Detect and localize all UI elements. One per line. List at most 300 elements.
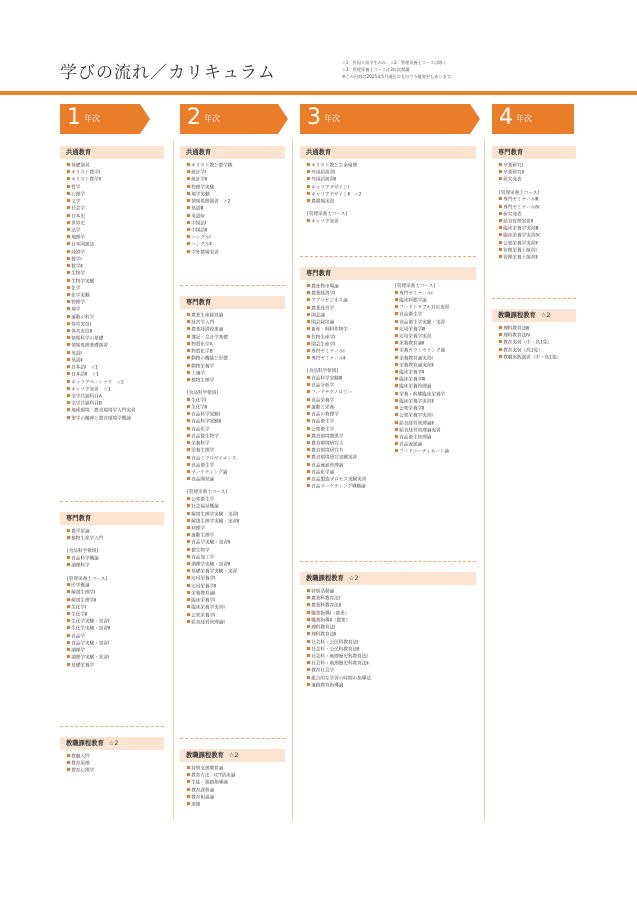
bullet-square-icon: [187, 795, 190, 798]
course-item: [67, 365, 164, 372]
course-item: [499, 212, 576, 219]
course-item: [307, 313, 390, 320]
section-title: 共通教育: [180, 146, 285, 159]
course-name: 食品科学実験Ⅲ: [311, 376, 342, 382]
course-name: 体育実技Ⅰ: [71, 322, 91, 328]
course-name: 農学原論: [71, 529, 90, 535]
course-item: [307, 603, 476, 610]
course-item: [187, 405, 285, 412]
course-item: [187, 620, 285, 627]
course-name: 基礎栄養学実験・実習: [191, 569, 238, 575]
bullet-square-icon: [307, 320, 310, 323]
course-item: [499, 170, 576, 177]
course-name: 教育実習（高1免）: [503, 348, 543, 354]
course-item: [187, 185, 285, 192]
dashed-divider: [60, 726, 164, 727]
course-item: [307, 589, 476, 596]
section-title: 専門教育: [60, 512, 164, 525]
course-item: [187, 448, 285, 455]
course-item: [187, 327, 285, 334]
course-item: [307, 376, 390, 383]
course-item: [67, 655, 164, 662]
course-name: 全学共通科目A: [71, 394, 102, 400]
bullet-square-icon: [307, 185, 310, 188]
course-item: [67, 612, 164, 619]
course-item: [499, 333, 576, 340]
bullet-square-icon: [187, 497, 190, 500]
course-item: [67, 583, 164, 590]
course-item: [187, 766, 285, 773]
course-list: [60, 583, 164, 670]
bullet-square-icon: [395, 312, 398, 315]
course-item: [67, 372, 164, 379]
bullet-square-icon: [67, 242, 70, 245]
course-name: 統計学Ⅱ: [191, 178, 208, 184]
bullet-square-icon: [67, 536, 70, 539]
course-name: 日本国憲法: [71, 243, 95, 248]
bullet-square-icon: [187, 192, 190, 195]
course-item: [187, 591, 285, 598]
course-name: キリスト教学Ⅱ: [71, 178, 101, 184]
course-item: [187, 192, 285, 199]
course-name: 情報処理基礎演習: [71, 344, 108, 350]
bullet-square-icon: [307, 335, 310, 338]
course-name: 地球環境・農食環境学入門実習: [71, 409, 136, 415]
course-name: 食品衛生学: [399, 312, 423, 318]
course-item: [187, 412, 285, 419]
bullet-square-icon: [67, 408, 70, 411]
dashed-divider: [300, 256, 476, 257]
bullet-square-icon: [67, 185, 70, 188]
bullet-square-icon: [187, 170, 190, 173]
course-name: キャリアベーシック ☆2: [71, 380, 124, 386]
teaching-course-section: [492, 298, 576, 362]
bullet-square-icon: [67, 416, 70, 419]
bullet-square-icon: [187, 504, 190, 507]
course-name: 研究発表: [503, 212, 522, 218]
course-name: キャリアデザインⅠ: [311, 185, 349, 191]
course-item: [187, 470, 285, 477]
course-name: 運動と栄養: [311, 405, 335, 411]
course-item: [187, 427, 285, 434]
section-title: 専門教育: [492, 146, 576, 159]
bullet-square-icon: [499, 355, 502, 358]
course-name: 生化学実験・実習Ⅱ: [71, 627, 111, 633]
dashed-divider: [60, 501, 164, 502]
bullet-square-icon: [307, 654, 310, 657]
course-item: [307, 342, 390, 349]
course-item: [67, 257, 164, 264]
course-name: 物理学: [71, 300, 85, 306]
course-name: 統計学Ⅰ: [191, 170, 207, 176]
course-list: [492, 326, 576, 362]
course-name: 畜産・飼料作物学: [311, 327, 348, 333]
bullet-square-icon: [67, 221, 70, 224]
bullet-square-icon: [187, 470, 190, 473]
course-name: 臨床栄養学実習Ⅲ: [503, 226, 539, 232]
course-name: 食品分析学: [311, 383, 335, 389]
course-item: [187, 548, 285, 555]
bullet-square-icon: [187, 214, 190, 217]
course-name: 食品衛生学: [191, 463, 215, 469]
course-name: 体育実技Ⅱ: [71, 329, 92, 335]
course-item: [307, 455, 390, 462]
course-name: 理科教育法Ⅰ: [311, 625, 336, 631]
course-name: 生化学Ⅱ: [191, 405, 208, 411]
course-item: [307, 683, 476, 690]
section-title: [492, 309, 576, 322]
section-title-text: 教職課程教育: [498, 312, 536, 319]
bullet-square-icon: [307, 376, 310, 379]
course-name: 食品科学実験Ⅰ: [191, 412, 221, 418]
bullet-square-icon: [395, 356, 398, 359]
bullet-square-icon: [307, 284, 310, 287]
course-name: 調理科学: [71, 563, 90, 569]
course-name: キリスト教学Ⅰ: [71, 170, 101, 176]
course-name: 農業経営学: [311, 306, 335, 312]
bullet-square-icon: [67, 619, 70, 622]
bullet-square-icon: [67, 768, 70, 771]
bullet-square-icon: [307, 177, 310, 180]
teaching-course-section: [60, 726, 164, 776]
course-item: [499, 219, 576, 226]
course-name: 解剖生理学Ⅱ: [71, 598, 97, 604]
page-title: 学びの流れ／カリキュラム: [60, 63, 276, 83]
bullet-square-icon: [67, 343, 70, 346]
course-item: [67, 663, 164, 670]
course-name: 臨床栄養学Ⅰ: [191, 598, 216, 604]
bullet-square-icon: [67, 235, 70, 238]
bullet-square-icon: [67, 199, 70, 202]
bullet-square-icon: [67, 365, 70, 368]
course-item: [499, 177, 576, 184]
course-item: [307, 477, 390, 484]
course-name: 専門ゼミナールⅡ: [311, 356, 346, 362]
bullet-square-icon: [187, 185, 190, 188]
bullet-square-icon: [307, 668, 310, 671]
star-mark: ☆2: [540, 312, 551, 319]
bullet-square-icon: [307, 484, 310, 487]
bullet-square-icon: [187, 780, 190, 783]
year-number: 2: [187, 105, 201, 130]
dashed-divider: [300, 561, 476, 562]
course-name: 公衆栄養学Ⅱ: [399, 406, 425, 412]
course-name: 進路教育指導論: [311, 683, 344, 689]
course-item: [307, 192, 476, 199]
course-name: 化学実験: [71, 293, 90, 299]
course-name: 給食管理実習Ⅱ: [503, 219, 534, 225]
course-name: 社会科・地理歴史科教育法Ⅱ: [311, 661, 369, 667]
course-item: [187, 526, 285, 533]
bullet-square-icon: [187, 512, 190, 515]
course-list: [180, 313, 285, 385]
course-list: [300, 589, 476, 690]
course-list: [60, 754, 164, 776]
course-name: 英語Ⅲ: [191, 206, 204, 212]
course-name: 特別支援教育論: [191, 766, 224, 772]
bullet-square-icon: [307, 434, 310, 437]
bullet-square-icon: [307, 441, 310, 444]
course-item: [395, 327, 476, 334]
course-item: [67, 556, 164, 563]
course-item: [187, 613, 285, 620]
course-name: 食品科学実験Ⅱ: [191, 420, 222, 426]
course-name: 英語Ⅳ: [191, 214, 205, 220]
bullet-square-icon: [307, 618, 310, 621]
course-name: 経営学入門: [191, 320, 215, 326]
bullet-square-icon: [67, 163, 70, 166]
bullet-square-icon: [395, 305, 398, 308]
bullet-square-icon: [499, 177, 502, 180]
course-name: 園芸栽培論: [311, 320, 335, 326]
course-item: [307, 320, 390, 327]
course-name: フードテクノロジー: [311, 391, 353, 397]
course-item: [187, 605, 285, 612]
course-item: [307, 448, 390, 455]
course-item: [187, 206, 285, 213]
course-item: [307, 306, 390, 313]
course-item: [307, 661, 476, 668]
bullet-square-icon: [307, 683, 310, 686]
course-item: [67, 754, 164, 761]
course-item: [187, 228, 285, 235]
group-label: [管理栄養士コース]: [307, 212, 348, 218]
course-item: [67, 529, 164, 536]
course-name: 教育社会学: [311, 669, 335, 674]
bullet-square-icon: [67, 322, 70, 325]
course-name: 栄養カウンセリング論: [399, 348, 446, 354]
course-item: [395, 399, 476, 406]
course-name: アグリビジネス論: [311, 299, 348, 305]
bullet-square-icon: [67, 626, 70, 629]
course-name: 医学概論: [71, 583, 90, 589]
course-item: [67, 228, 164, 235]
bullet-square-icon: [67, 228, 70, 231]
course-item: [307, 327, 390, 334]
bullet-square-icon: [499, 197, 502, 200]
course-item: [187, 242, 285, 249]
bullet-square-icon: [395, 428, 398, 431]
course-name: 農食環境関係学: [311, 434, 344, 440]
bullet-square-icon: [187, 540, 190, 543]
course-list: [492, 197, 576, 262]
arrow-icon: [278, 104, 288, 134]
course-item: [187, 504, 285, 511]
course-name: 食品栄養学: [311, 398, 335, 404]
course-name: 微生物学: [191, 548, 210, 554]
course-item: [187, 584, 285, 591]
course-name: 農食環境研究Ａ: [311, 441, 344, 447]
course-item: [307, 298, 390, 305]
bullet-square-icon: [187, 327, 190, 330]
specialized-education-section: [492, 146, 576, 262]
course-item: [67, 163, 164, 170]
course-name: 給食経営管理論実習: [399, 428, 441, 434]
course-name: 地学: [71, 307, 81, 313]
course-name: キリスト教と生命倫理: [311, 163, 358, 169]
course-item: [395, 413, 476, 420]
bullet-square-icon: [307, 356, 310, 359]
course-name: 教育方法・ICT活用論: [191, 773, 236, 779]
course-list: [300, 219, 476, 226]
course-item: [499, 241, 576, 248]
course-item: [187, 555, 285, 562]
bullet-square-icon: [67, 214, 70, 217]
course-item: [187, 598, 285, 605]
section-title: [180, 749, 285, 762]
course-item: [67, 358, 164, 365]
course-item: [187, 463, 285, 470]
course-list: [60, 556, 164, 570]
course-name: 応用栄養学実習: [399, 334, 432, 340]
bullet-square-icon: [307, 313, 310, 316]
bullet-square-icon: [499, 326, 502, 329]
bullet-square-icon: [307, 405, 310, 408]
bullet-square-icon: [67, 641, 70, 644]
bullet-square-icon: [187, 773, 190, 776]
bullet-square-icon: [395, 399, 398, 402]
course-name: 農業科教育法Ⅱ: [311, 604, 342, 610]
bullet-square-icon: [187, 163, 190, 166]
course-item: [67, 235, 164, 242]
bullet-square-icon: [307, 676, 310, 679]
course-name: 道徳: [191, 802, 201, 808]
bullet-square-icon: [187, 555, 190, 558]
course-item: [499, 205, 576, 212]
course-name: 食品学: [71, 634, 85, 640]
course-item: [187, 371, 285, 378]
bullet-square-icon: [395, 413, 398, 416]
course-item: [67, 307, 164, 314]
course-item: [187, 170, 285, 177]
course-name: 食品衛生学: [311, 419, 335, 425]
bullet-square-icon: [499, 226, 502, 229]
course-name: 卒業研究Ⅰ: [503, 163, 523, 169]
bullet-square-icon: [395, 406, 398, 409]
bullet-square-icon: [499, 163, 502, 166]
course-name: 調理学実験・実習Ⅱ: [191, 562, 231, 568]
course-item: [67, 634, 164, 641]
course-item: [187, 519, 285, 526]
course-name: 公衆衛生学: [191, 497, 215, 503]
bullet-square-icon: [499, 205, 502, 208]
course-item: [67, 408, 164, 415]
bullet-square-icon: [67, 380, 70, 383]
course-item: [67, 536, 164, 543]
bullet-square-icon: [67, 605, 70, 608]
course-item: [307, 654, 476, 661]
bullet-square-icon: [307, 412, 310, 415]
course-item: [395, 312, 476, 319]
bullet-square-icon: [187, 349, 190, 352]
course-name: 臨床栄養学Ⅱ: [399, 370, 425, 376]
course-name: 農食環境研究Ｂ: [311, 448, 344, 454]
year-banner-1: [60, 104, 140, 134]
dashed-divider: [180, 738, 285, 739]
course-item: [395, 291, 476, 298]
bullet-square-icon: [307, 463, 310, 466]
course-item: [67, 619, 164, 626]
course-name: 園芸論: [311, 313, 325, 319]
bullet-square-icon: [67, 170, 70, 173]
bullet-square-icon: [187, 398, 190, 401]
course-name: 栄養教育論Ⅰ: [191, 591, 216, 597]
course-item: [67, 598, 164, 605]
course-name: ハングルⅠ: [191, 235, 211, 241]
course-item: [499, 248, 576, 255]
course-item: [67, 401, 164, 408]
course-name: 専門ゼミナールⅠ: [311, 349, 345, 355]
bullet-square-icon: [67, 655, 70, 658]
course-name: 食品化学論: [311, 470, 335, 476]
course-item: [395, 356, 476, 363]
year-number: 1: [67, 105, 81, 130]
bullet-square-icon: [67, 257, 70, 260]
bullet-square-icon: [67, 279, 70, 282]
course-name: 動物栄養学: [191, 364, 215, 370]
bullet-square-icon: [187, 221, 190, 224]
bullet-square-icon: [67, 556, 70, 559]
course-name: 食品流通論: [399, 442, 423, 448]
bullet-square-icon: [395, 291, 398, 294]
bullet-square-icon: [307, 192, 310, 195]
bullet-square-icon: [187, 562, 190, 565]
bullet-square-icon: [395, 363, 398, 366]
course-name: 英語Ⅰ: [71, 351, 82, 357]
course-name: 外国語演習Ⅰ: [311, 170, 336, 176]
course-item: [187, 199, 285, 206]
course-name: 栄養教育論実習Ⅱ: [399, 363, 434, 369]
bullet-square-icon: [187, 533, 190, 536]
dashed-divider: [492, 298, 576, 299]
course-name: 情報処理演習 ☆2: [191, 199, 231, 205]
course-item: [187, 802, 285, 809]
course-item: [67, 322, 164, 329]
course-name: 理科教育法Ⅳ: [503, 333, 531, 339]
course-item: [67, 563, 164, 570]
bullet-square-icon: [187, 456, 190, 459]
bullet-square-icon: [499, 212, 502, 215]
group-label: [管理栄養士コース]: [187, 490, 228, 496]
course-item: [307, 596, 476, 603]
bullet-square-icon: [307, 349, 310, 352]
course-name: 社会科・公民科教育法Ⅱ: [311, 647, 360, 653]
bullet-square-icon: [67, 315, 70, 318]
common-education-section: [300, 146, 476, 226]
bullet-square-icon: [67, 286, 70, 289]
bullet-square-icon: [187, 620, 190, 623]
bullet-square-icon: [395, 334, 398, 337]
bullet-square-icon: [187, 526, 190, 529]
course-item: [67, 271, 164, 278]
course-item: [67, 605, 164, 612]
course-name: 哲学: [71, 185, 81, 191]
course-name: 公衆栄養学実習Ⅱ: [503, 241, 538, 247]
course-list: [388, 291, 476, 457]
course-name: 教職入門: [71, 754, 90, 760]
course-item: [307, 185, 476, 192]
dashed-divider: [180, 285, 285, 286]
bullet-square-icon: [307, 596, 310, 599]
course-item: [499, 233, 576, 240]
course-name: 食品流通管理論: [311, 463, 344, 469]
bullet-square-icon: [67, 358, 70, 361]
course-item: [307, 647, 476, 654]
bullet-square-icon: [67, 761, 70, 764]
bullet-square-icon: [307, 163, 310, 166]
course-item: [187, 576, 285, 583]
bullet-square-icon: [67, 648, 70, 651]
